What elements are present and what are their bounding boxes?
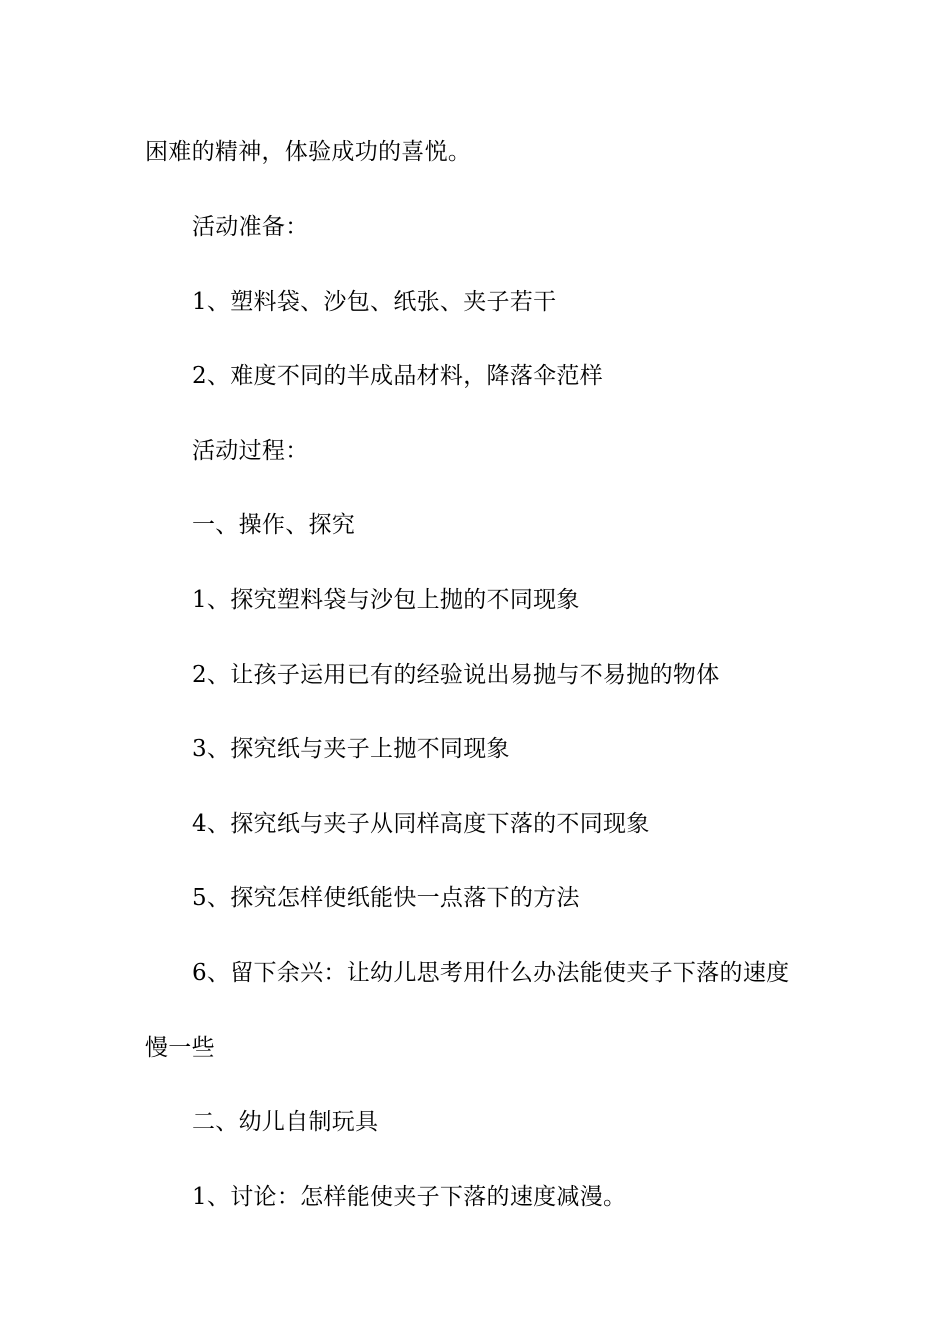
preparation-item-2: 2、难度不同的半成品材料，降落伞范样	[192, 363, 604, 389]
process-step-heading-2: 二、幼儿自制玩具	[192, 1109, 379, 1135]
section-heading-process: 活动过程：	[192, 438, 309, 464]
section-heading-preparation: 活动准备：	[192, 214, 309, 240]
process-item-6: 6、留下余兴：让幼儿思考用什么办法能使夹子下落的速度	[192, 960, 790, 986]
process-step-heading-1: 一、操作、探究	[192, 512, 356, 538]
preparation-item-1: 1、塑料袋、沙包、纸张、夹子若干	[192, 289, 557, 315]
toy-making-item-1: 1、讨论：怎样能使夹子下落的速度减漫。	[192, 1184, 627, 1210]
paragraph-continuation: 困难的精神，体验成功的喜悦。	[145, 139, 472, 165]
process-item-1: 1、探究塑料袋与沙包上抛的不同现象	[192, 587, 580, 613]
process-item-3: 3、探究纸与夹子上抛不同现象	[192, 736, 510, 762]
process-item-4: 4、探究纸与夹子从同样高度下落的不同现象	[192, 811, 650, 837]
process-item-5: 5、探究怎样使纸能快一点落下的方法	[192, 885, 580, 911]
process-item-2: 2、让孩子运用已有的经验说出易抛与不易抛的物体	[192, 662, 720, 688]
process-item-6-continuation: 慢一些	[145, 1035, 215, 1061]
